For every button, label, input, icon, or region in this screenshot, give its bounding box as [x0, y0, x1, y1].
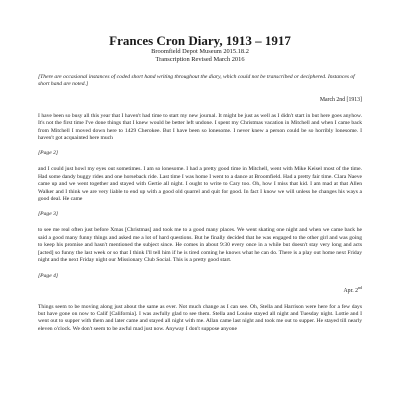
document-subtitle-revision: Transcription Revised March 2016: [155, 56, 245, 63]
entry-date: [38, 284, 362, 295]
entry-date-text: Apr. 2: [343, 287, 358, 294]
document-subtitle-catalog: Broomfield Depot Museum 2015.18.2: [151, 48, 249, 55]
entry-paragraph: to see me real often just before Xmas [Christmas] and took me to a good many places. We went skating one night and when we came back he said a good many funny things and asked me a lot of hard questions. But he finally decided that he was engaged to the other girl and was going to keep his promise and hasn't mentioned the subject since. He comes in about 9:30 every once in a while but doesn't stay very long and acts [acted] so funny the last week or so that I think I'll tell him if he is tired coming he knows what he can do. There is a play out home next Friday night and the next Friday night our Missionary Club Social. This is a pretty good start.: [38, 227, 362, 264]
page-marker: [Page 4]: [38, 272, 59, 279]
entry-date-suffix: nd: [358, 284, 362, 290]
entry-paragraph: I have been so busy all this year that I haven't had time to start my new journal. It might be just as well as I didn't start in but here goes anyhow. It's not the first time I've done things that I knew would be better left undone. I spent my Christmas vacation in Mitchell and when I came back from Mitchell I moved down here to 1429 Cherokee. But I have been so lonesome. I never knew a person could be so horribly lonesome. I haven't got acquainted here much: [38, 112, 362, 142]
document-title: Frances Cron Diary, 1913 – 1917: [109, 33, 291, 48]
page-marker: [Page 3]: [38, 211, 59, 218]
entry-paragraph: Things seem to be moving along just about the same as ever. Not much change as I can see. Oh, Stella and Harrison were here for a few days but have gone on now to Calif [California]. I was awfully glad to see them. Stella and Louise stayed all night and Tuesday night. Lottie and I went out to supper with them and later came and stayed all night with me. Allan came last night and took me out to supper. He stayed till nearly eleven o'clock. We don't seem to be awful mad just now. Anyway I don't suppose anyone: [38, 303, 362, 332]
editor-note: [There are occasional instances of coded short hand writing throughout the diary, which could not be transcribed or deciphered. Instances of short hand are noted.]: [38, 74, 355, 88]
entry-paragraph: and I could just howl my eyes out sometimes. I am so lonesome. I had a pretty good time in Mitchell, went with Mike Keisel most of the time. Had some dandy buggy rides and one horseback ride. Last time I was home I went to a dance at Broomfield. Had a pretty fair time. Clara Naeve came up and we went together and stayed with Gertie all night. I ought to write to Cary too. Oh, how I miss that kid. I am mad at that Allen Walker and I think we are very liable to end up with a good old quarrel and quit for good. In fact I know we will unless he changes his ways a good deal. He came: [38, 166, 362, 203]
page-marker: [Page 2]: [38, 150, 59, 157]
entry-date: March 2nd [1913]: [319, 96, 362, 103]
